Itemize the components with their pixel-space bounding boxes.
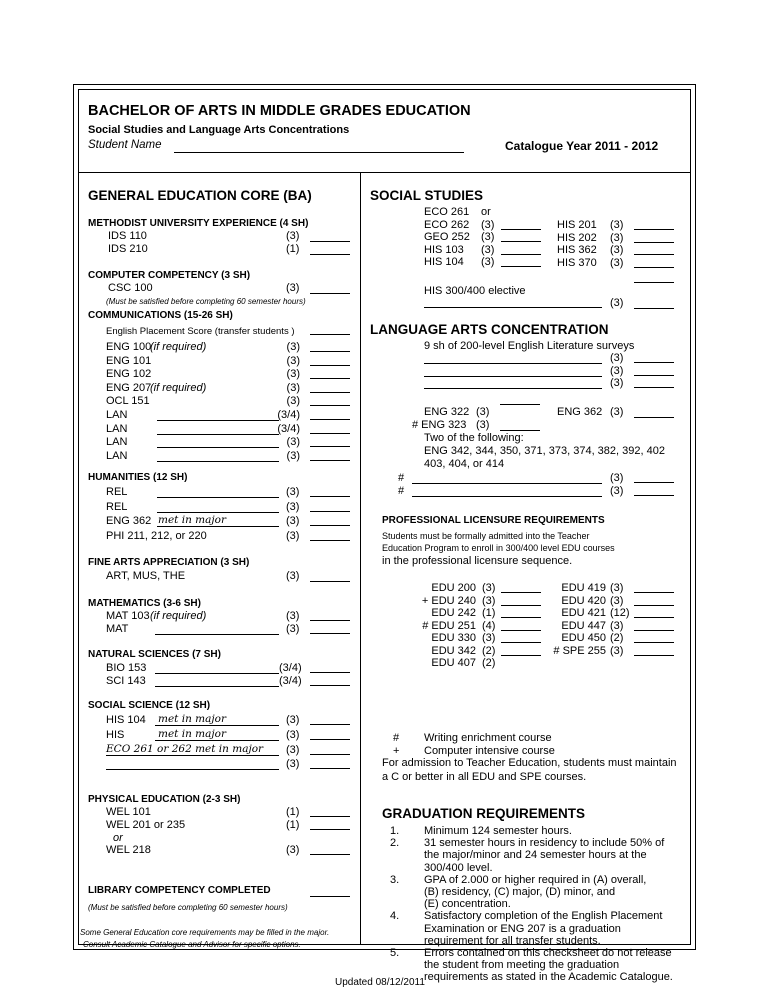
grade-blank[interactable]: [634, 482, 674, 483]
course-name: HIS 370: [557, 256, 597, 269]
credits: (12): [610, 607, 630, 619]
course-name: or: [113, 831, 123, 844]
hash-symbol: #: [398, 472, 405, 484]
credits: (3/4): [277, 422, 300, 435]
grade-blank[interactable]: [310, 460, 350, 461]
credits: (3): [286, 623, 300, 635]
legend-text: Computer intensive course: [424, 744, 555, 757]
course-name: ENG 100: [106, 341, 152, 353]
elective-field[interactable]: [157, 434, 279, 435]
credits: (3): [286, 515, 300, 527]
page-title: BACHELOR OF ARTS IN MIDDLE GRADES EDUCATION: [88, 103, 471, 119]
grade-blank[interactable]: [634, 617, 674, 618]
grade-blank[interactable]: [310, 511, 350, 512]
course-name: BIO 153: [106, 662, 147, 674]
credits: (3): [610, 485, 624, 497]
handwritten-note: met in major: [158, 713, 226, 725]
eng-options-1: ENG 342, 344, 350, 371, 373, 374, 382, 392, 402: [424, 445, 665, 457]
choice-field[interactable]: [412, 483, 602, 484]
credits: (3): [286, 436, 300, 449]
elective-field[interactable]: [155, 740, 279, 741]
credits: (3/4): [277, 409, 300, 421]
grade-blank[interactable]: [310, 672, 350, 673]
course-eng362: ENG 362: [557, 406, 603, 418]
course-name: HIS 104: [424, 256, 464, 269]
course-name: EDU 419: [561, 582, 606, 594]
course-fine-arts: ART, MUS, THE: [106, 570, 186, 582]
course-name: EDU 242: [431, 607, 476, 619]
grade-blank[interactable]: [310, 581, 350, 582]
course-name: EDU 420: [561, 594, 606, 607]
course-name: HIS 104: [106, 714, 146, 726]
grade-blank[interactable]: [310, 241, 350, 242]
credits: (3): [482, 582, 496, 594]
list-item: Minimum 124 semester hours.: [424, 825, 572, 837]
course-name: ECO 262: [424, 218, 470, 231]
grade-blank[interactable]: [310, 854, 350, 855]
course-name: HIS 202: [557, 231, 597, 244]
professional-note-2: Education Program to enroll in 300/400 level EDU courses: [382, 543, 615, 553]
two-of-label: Two of the following:: [424, 432, 524, 444]
grade-blank[interactable]: [310, 293, 350, 294]
course-name: WEL 201 or 235: [106, 818, 186, 831]
course-name: WEL 218: [106, 844, 151, 857]
humanities-heading: HUMANITIES (12 SH): [88, 472, 188, 483]
literature-field[interactable]: [424, 363, 602, 364]
credits: (3): [481, 256, 495, 269]
grade-blank[interactable]: [500, 430, 540, 431]
course-name: ECO 261: [424, 206, 470, 218]
credits: (3): [610, 594, 624, 607]
credits: (3): [481, 218, 495, 231]
credits: (3): [610, 619, 624, 632]
list-item: (E) concentration.: [424, 898, 511, 911]
list-item: 300/400 level.: [424, 861, 493, 874]
course-name: ENG 207: [106, 381, 152, 394]
elective-field[interactable]: [157, 497, 279, 498]
updated-date: Updated 08/12/2011: [335, 977, 425, 988]
course-name: # SPE 255: [553, 644, 606, 657]
credits: (1): [286, 818, 300, 831]
credits: (3): [286, 341, 300, 353]
grade-blank[interactable]: [634, 282, 674, 283]
credits: (3): [610, 244, 624, 257]
grade-blank[interactable]: [310, 724, 350, 725]
lit-note: 9 sh of 200-level English Literature surveys: [424, 340, 635, 352]
grade-blank[interactable]: [634, 417, 674, 418]
credits: (1): [286, 243, 300, 255]
list-number: 5.: [390, 947, 400, 959]
pe-heading: PHYSICAL EDUCATION (2-3 SH): [88, 794, 241, 805]
course-name: REL: [106, 486, 128, 498]
credits: (3): [610, 352, 624, 364]
course-csc100: CSC 100: [108, 282, 153, 294]
credits: (3): [476, 406, 490, 418]
list-item: Examination or ENG 207 is a graduation: [424, 922, 621, 935]
grade-blank[interactable]: [310, 816, 350, 817]
legend-symbol: +: [393, 744, 400, 757]
professional-note-3: in the professional licensure sequence.: [382, 555, 573, 567]
course-eng323: # ENG 323: [412, 419, 467, 431]
library-heading: LIBRARY COMPETENCY COMPLETED: [88, 885, 271, 896]
student-name-label: Student Name: [88, 139, 162, 151]
grade-blank[interactable]: [310, 620, 350, 621]
library-note: (Must be satisfied before completing 60 semester hours): [88, 903, 288, 912]
credits: (3): [610, 364, 624, 377]
grade-blank[interactable]: [310, 365, 350, 366]
grade-blank[interactable]: [310, 405, 350, 406]
credits: (3): [286, 368, 300, 381]
grade-blank[interactable]: [310, 829, 350, 830]
list-item: Satisfactory completion of the English Placement: [424, 910, 663, 923]
course-name: EDU 342: [431, 644, 476, 657]
grade-blank[interactable]: [634, 642, 674, 643]
grade-blank[interactable]: [310, 754, 350, 755]
course-qualifier: (if required): [150, 610, 207, 622]
methodist-heading: METHODIST UNIVERSITY EXPERIENCE (4 SH): [88, 218, 309, 229]
course-name: EDU 447: [561, 619, 606, 632]
credits: (3): [286, 230, 300, 242]
credits: (3): [610, 472, 624, 484]
grade-blank[interactable]: [634, 592, 674, 593]
grade-blank[interactable]: [634, 630, 674, 631]
course-name: EDU 407: [431, 657, 476, 669]
credits: (3): [286, 743, 300, 756]
course-name: ENG 102: [106, 368, 152, 381]
handwritten-note: met in major: [158, 727, 226, 740]
course-ids210: IDS 210: [108, 243, 148, 255]
grade-blank[interactable]: [310, 525, 350, 526]
list-number: 3.: [390, 873, 400, 886]
credits: (3): [482, 632, 496, 644]
course-name: PHI 211, 212, or 220: [106, 529, 207, 542]
math-heading: MATHEMATICS (3-6 SH): [88, 598, 201, 609]
list-item: (B) residency, (C) major, (D) minor, and: [424, 886, 616, 898]
list-number: 2.: [390, 837, 400, 850]
credits: (3): [610, 377, 624, 389]
course-name: EDU 330: [431, 632, 476, 644]
credits: (3): [286, 449, 300, 462]
list-item: requirement for all transfer students.: [424, 934, 601, 947]
elective-field[interactable]: [157, 526, 279, 527]
credits: (2): [610, 632, 624, 644]
course-name: + EDU 240: [421, 594, 476, 607]
professional-note-1: Students must be formally admitted into the Teacher: [382, 531, 590, 541]
credits: (3): [610, 582, 624, 594]
page-subtitle: Social Studies and Language Arts Concentrations: [88, 124, 350, 136]
handwritten-note: ECO 261 or 262 met in major: [106, 742, 264, 755]
elective-field[interactable]: [155, 673, 279, 674]
list-number: 4.: [390, 910, 400, 923]
credits: (3): [286, 844, 300, 857]
credits: (3): [610, 256, 624, 269]
social-science-heading: SOCIAL SCIENCE (12 SH): [88, 700, 211, 711]
admission-note-1: For admission to Teacher Education, students must maintain: [382, 757, 677, 769]
list-item: requirements as stated in the Academic Catalogue.: [424, 971, 673, 984]
grade-blank[interactable]: [310, 685, 350, 686]
computer-heading: COMPUTER COMPETENCY (3 SH): [88, 270, 251, 281]
elective-field[interactable]: [157, 420, 279, 421]
grade-blank[interactable]: [310, 540, 350, 541]
list-item: Errors contained on this checksheet do not release: [424, 947, 672, 959]
admission-note-2: a C or better in all EDU and SPE courses.: [382, 771, 587, 783]
credits: (3): [286, 758, 300, 771]
course-name: HIS: [106, 728, 125, 741]
grade-blank[interactable]: [634, 362, 674, 363]
grade-blank[interactable]: [634, 655, 674, 656]
grade-blank[interactable]: [634, 242, 674, 243]
footnote-1: Some General Education core requirements may be filled in the major.: [80, 928, 330, 937]
literature-field[interactable]: [424, 376, 602, 377]
course-name: EDU 421: [561, 607, 606, 619]
credits: (3): [286, 500, 300, 513]
elective-field[interactable]: [157, 461, 279, 462]
legend-text: Writing enrichment course: [424, 732, 552, 744]
credits: (3): [610, 219, 624, 231]
list-item: the student from meeting the graduation: [424, 959, 620, 972]
credits: or: [481, 206, 491, 218]
course-name: LAN: [106, 449, 128, 462]
grade-blank[interactable]: [310, 254, 350, 255]
column-divider: [360, 172, 361, 945]
course-name: REL: [106, 500, 128, 513]
grade-blank[interactable]: [310, 633, 350, 634]
elective-field[interactable]: [424, 307, 602, 308]
course-name: OCL 151: [106, 395, 150, 408]
elective-field[interactable]: [106, 755, 279, 756]
course-name: HIS 103: [424, 243, 464, 256]
grade-blank[interactable]: [500, 404, 540, 405]
credits: (3): [481, 231, 495, 244]
grade-blank[interactable]: [501, 266, 541, 267]
placement-score-blank[interactable]: [310, 334, 350, 335]
credits: (3): [286, 529, 300, 542]
natural-heading: NATURAL SCIENCES (7 SH): [88, 649, 221, 660]
elective-label: HIS 300/400 elective: [424, 285, 526, 297]
grade-blank[interactable]: [310, 768, 350, 769]
computer-note: (Must be satisfied before completing 60 semester hours): [106, 297, 306, 306]
gen-ed-title: GENERAL EDUCATION CORE (BA): [88, 188, 312, 203]
grade-blank[interactable]: [310, 351, 350, 352]
credits: (3): [610, 231, 624, 244]
grade-blank[interactable]: [634, 375, 674, 376]
course-name: MAT 103: [106, 610, 150, 622]
elective-field[interactable]: [157, 512, 279, 513]
language-arts-title: LANGUAGE ARTS CONCENTRATION: [370, 322, 609, 337]
elective-field[interactable]: [155, 725, 279, 726]
credits: (3): [286, 395, 300, 408]
grade-blank[interactable]: [310, 378, 350, 379]
course-name: LAN: [106, 436, 128, 449]
credits: (3): [286, 610, 300, 622]
credits: (3/4): [279, 662, 302, 674]
catalogue-year: Catalogue Year 2011 - 2012: [505, 139, 659, 153]
header-divider: [78, 172, 691, 173]
credits: (1): [482, 607, 496, 619]
fine-arts-heading: FINE ARTS APPRECIATION (3 SH): [88, 557, 250, 568]
credits: (3): [286, 714, 300, 726]
communications-heading: COMMUNICATIONS (15-26 SH): [88, 310, 233, 321]
choice-field[interactable]: [412, 496, 602, 497]
grade-blank[interactable]: [310, 433, 350, 434]
grade-blank[interactable]: [310, 446, 350, 447]
list-item: GPA of 2.000 or higher required in (A) overall,: [424, 873, 647, 886]
course-name: EDU 200: [431, 582, 476, 594]
credits: (3): [286, 282, 300, 294]
credits: (3): [610, 297, 624, 309]
course-qualifier: (if required): [150, 341, 207, 353]
course-ids110: IDS 110: [108, 230, 147, 242]
literature-field[interactable]: [424, 388, 602, 389]
professional-title: PROFESSIONAL LICENSURE REQUIREMENTS: [382, 515, 605, 526]
course-name: ENG 362: [106, 515, 152, 527]
course-name: EDU 450: [561, 632, 606, 644]
credits: (2): [482, 644, 496, 657]
grade-blank[interactable]: [634, 387, 674, 388]
grade-blank[interactable]: [501, 241, 541, 242]
course-name: LAN: [106, 409, 128, 421]
credits: (2): [482, 657, 496, 669]
course-name: HIS 201: [557, 219, 597, 231]
handwritten-note: met in major: [158, 514, 226, 526]
elective-field[interactable]: [157, 447, 279, 448]
credits: (3): [286, 381, 300, 394]
credits: (1): [286, 806, 300, 818]
grade-blank[interactable]: [634, 254, 674, 255]
social-studies-title: SOCIAL STUDIES: [370, 188, 484, 203]
course-name: # EDU 251: [422, 619, 476, 632]
grade-blank[interactable]: [310, 419, 350, 420]
eng-options-2: 403, 404, or 414: [424, 458, 505, 470]
course-name: SCI 143: [106, 675, 146, 687]
course-eng322: ENG 322: [424, 406, 470, 418]
credits: (3): [481, 243, 495, 256]
grade-blank[interactable]: [634, 267, 674, 268]
credits: (3): [286, 570, 300, 582]
course-name: MAT: [106, 623, 129, 635]
credits: (3): [476, 419, 490, 431]
credits: (3): [286, 486, 300, 498]
grade-blank[interactable]: [634, 229, 674, 230]
library-blank[interactable]: [310, 896, 350, 897]
legend-symbol: #: [393, 732, 400, 744]
list-item: 31 semester hours in residency to include 50% of: [424, 837, 665, 850]
grade-blank[interactable]: [634, 308, 674, 309]
credits: (3): [286, 728, 300, 741]
grade-blank[interactable]: [310, 392, 350, 393]
credits: (3): [482, 594, 496, 607]
course-name: LAN: [106, 422, 128, 435]
grade-blank[interactable]: [501, 254, 541, 255]
course-name: HIS 362: [557, 244, 597, 257]
elective-field[interactable]: [106, 769, 279, 770]
credits: (3): [286, 354, 300, 367]
credits: (4): [482, 619, 496, 632]
grade-blank[interactable]: [501, 229, 541, 230]
grade-blank[interactable]: [310, 496, 350, 497]
elective-field[interactable]: [155, 634, 279, 635]
footnote-2: Consult Academic Catalogue and Advisor for specific options.: [83, 940, 301, 949]
grade-blank[interactable]: [310, 739, 350, 740]
grade-blank[interactable]: [634, 605, 674, 606]
list-item: the major/minor and 24 semester hours at the: [424, 849, 647, 862]
course-name: GEO 252: [424, 231, 470, 244]
hash-symbol: #: [398, 485, 405, 497]
course-name: ENG 101: [106, 354, 152, 367]
course-qualifier: (if required): [150, 381, 207, 394]
placement-score-label: English Placement Score (transfer students ): [106, 326, 295, 337]
graduation-title: GRADUATION REQUIREMENTS: [382, 806, 586, 821]
elective-field[interactable]: [155, 686, 279, 687]
grade-blank[interactable]: [634, 495, 674, 496]
credits: (3/4): [279, 675, 302, 687]
credits: (3): [610, 644, 624, 657]
course-name: WEL 101: [106, 806, 151, 818]
list-number: 1.: [390, 825, 400, 837]
student-name-field[interactable]: [174, 152, 464, 153]
credits: (3): [610, 406, 624, 418]
